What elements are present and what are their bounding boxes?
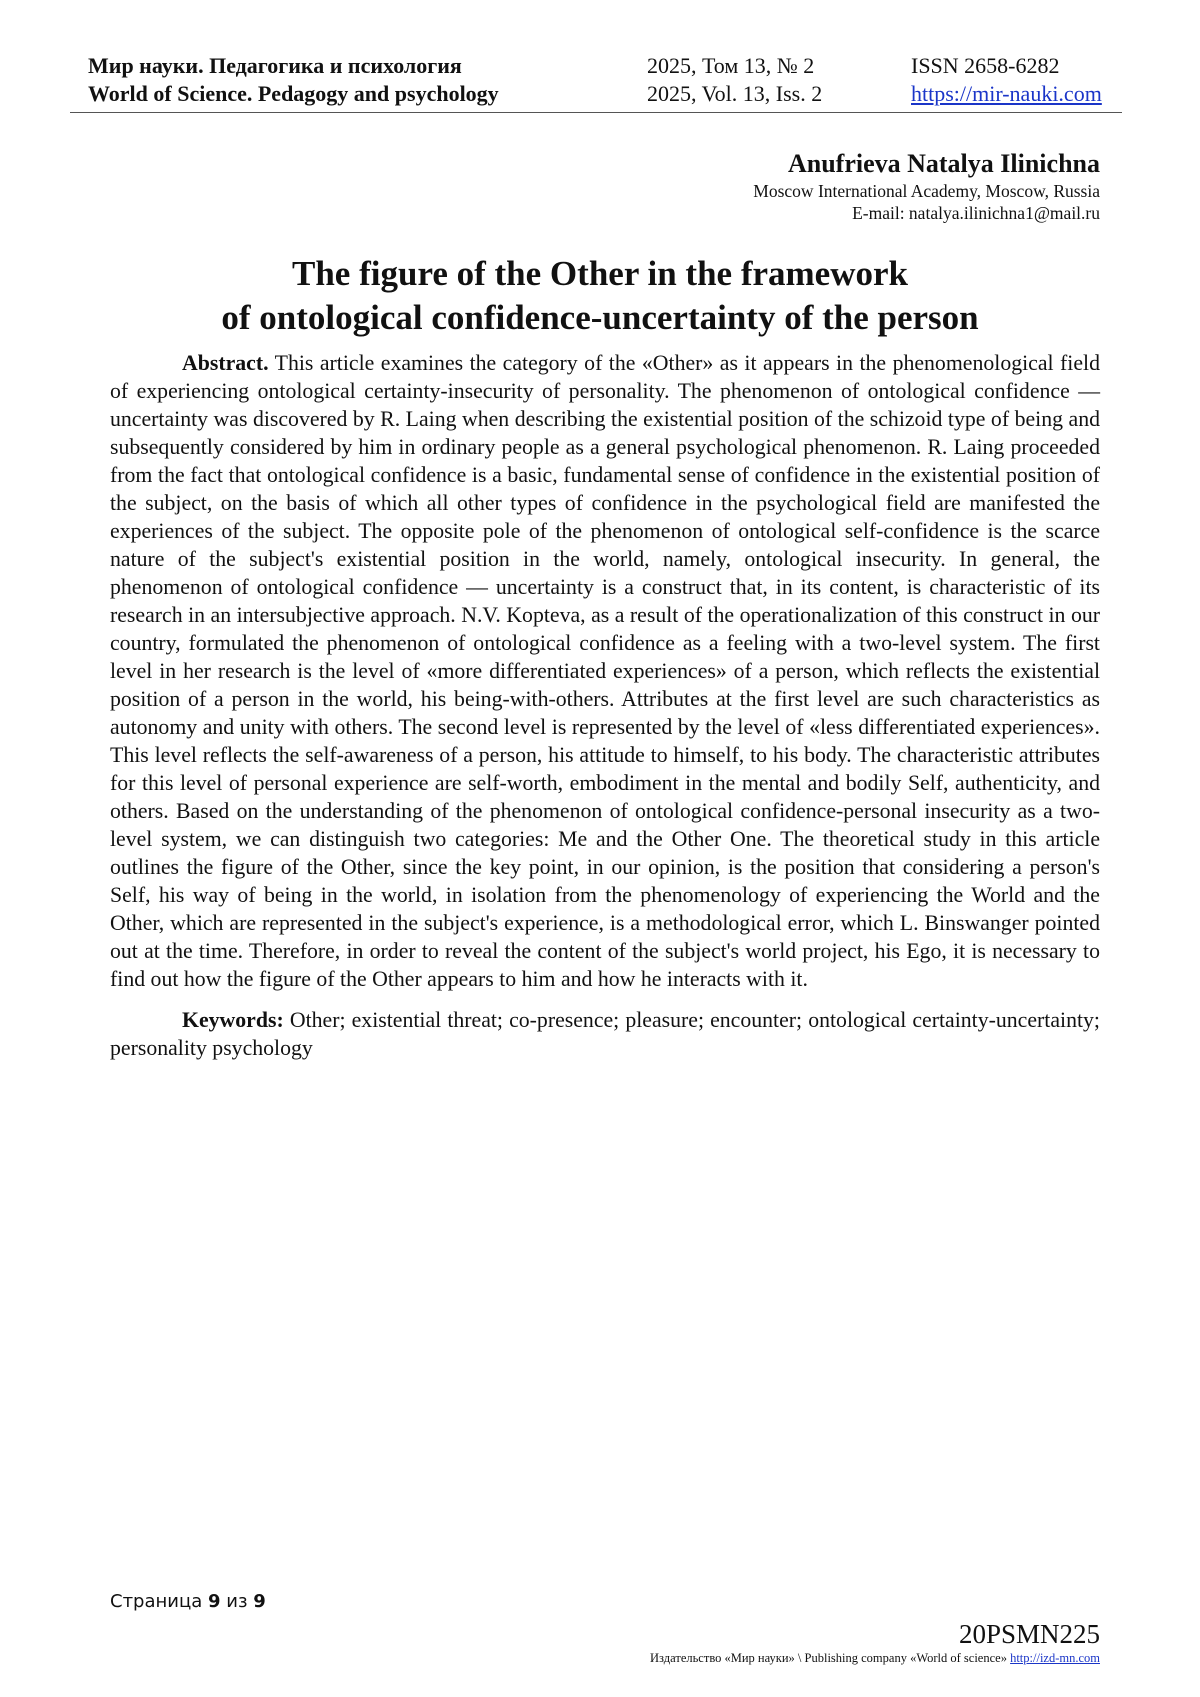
journal-link[interactable]: https://mir-nauki.com xyxy=(911,81,1102,106)
header-divider xyxy=(70,112,1122,113)
author-affiliation: Moscow International Academy, Moscow, Russia xyxy=(753,181,1100,201)
journal-header xyxy=(70,52,1120,112)
keywords-paragraph xyxy=(110,1006,1100,1062)
article-title xyxy=(100,252,1100,340)
page-prefix: Страница xyxy=(110,1591,203,1612)
issn: ISSN 2658-6282 xyxy=(911,53,1060,78)
page-current: 9 xyxy=(208,1591,221,1612)
volume-en: 2025, Vol. 13, Iss. 2 xyxy=(647,81,823,106)
journal-title-ru: Мир науки. Педагогика и психология xyxy=(88,53,462,78)
abstract-section xyxy=(110,349,1100,1062)
title-line-2: of ontological confidence-uncertainty of the person xyxy=(221,298,979,337)
page-of: из xyxy=(226,1591,248,1612)
volume-block xyxy=(647,52,822,108)
publisher-text: Издательство «Мир науки» \ Publishing company «World of science» xyxy=(650,1651,1007,1665)
abstract-paragraph xyxy=(110,349,1100,993)
title-line-1: The figure of the Other in the framework xyxy=(292,254,908,293)
abstract-text: This article examines the category of the «Other» as it appears in the phenomenological field of experiencing ontological certainty-insecurity of personality. The phenomenon of ontological confidence — uncertainty was discovered by R. Laing when describing the existential position of the schizoid type of being and subsequently considered by him in ordinary people as a general psychological phenomenon. R. Laing proceeded from the fact that ontological confidence is a basic, fundamental sense of confidence in the existential position of the subject, on the basis of which all other types of confidence in the psychological field are manifested the experiences of the subject. The opposite pole of the phenomenon of ontological self-confidence is the scarce nature of the subject's existential position in the world, namely, ontological insecurity. In general, the phenomenon of ontological confidence — uncertainty is a construct that, in its content, is characteristic of its research in an intersubjective approach. N.V. Kopteva, as a result of the operationalization of this construct in our country, formulated the phenomenon of ontological confidence as a feeling with a two-level system. The first level in her research is the level of «more differentiated experiences» of a person, which reflects the existential position of a person in the world, his being-with-others. Attributes at the first level are such characteristics as autonomy and unity with others. The second level is represented by the level of «less differentiated experiences». This level reflects the self-awareness of a person, his attitude to himself, to his body. The characteristic attributes for this level of personal experience are self-worth, embodiment in the mental and bodily Self, authenticity, and others. Based on the understanding of the phenomenon of ontological confidence-personal insecurity as a two-level system, we can distinguish two categories: Me and the Other One. The theoretical study in this article outlines the figure of the Other, since the key point, in our opinion, is the position that considering a person's Self, his way of being in the world, in isolation from the phenomenology of experiencing the World and the Other, which are represented in the subject's experience, is a methodological error, which L. Binswanger pointed out at the time. Therefore, in order to reveal the content of the subject's world project, his Ego, it is necessary to find out how the figure of the Other appears to him and how he interacts with it. xyxy=(110,351,1100,991)
author-block xyxy=(753,148,1100,224)
issn-block xyxy=(911,52,1102,108)
publisher-link[interactable]: http://izd-mn.com xyxy=(1010,1651,1100,1665)
publisher-line xyxy=(650,1650,1100,1666)
keywords-text: Other; existential threat; co-presence; pleasure; encounter; ontological certainty-uncertainty; personality psychology xyxy=(110,1008,1100,1060)
volume-ru: 2025, Том 13, № 2 xyxy=(647,53,815,78)
author-email: E-mail: natalya.ilinichna1@mail.ru xyxy=(852,203,1100,223)
journal-title-block xyxy=(88,52,499,108)
page-number xyxy=(110,1590,266,1614)
author-name: Anufrieva Natalya Ilinichna xyxy=(787,149,1100,178)
abstract-label: Abstract. xyxy=(182,351,269,375)
keywords-label: Keywords: xyxy=(182,1008,284,1032)
page-total: 9 xyxy=(253,1591,266,1612)
article-code: 20PSMN225 xyxy=(958,1619,1100,1649)
journal-title-en: World of Science. Pedagogy and psychology xyxy=(88,81,499,106)
